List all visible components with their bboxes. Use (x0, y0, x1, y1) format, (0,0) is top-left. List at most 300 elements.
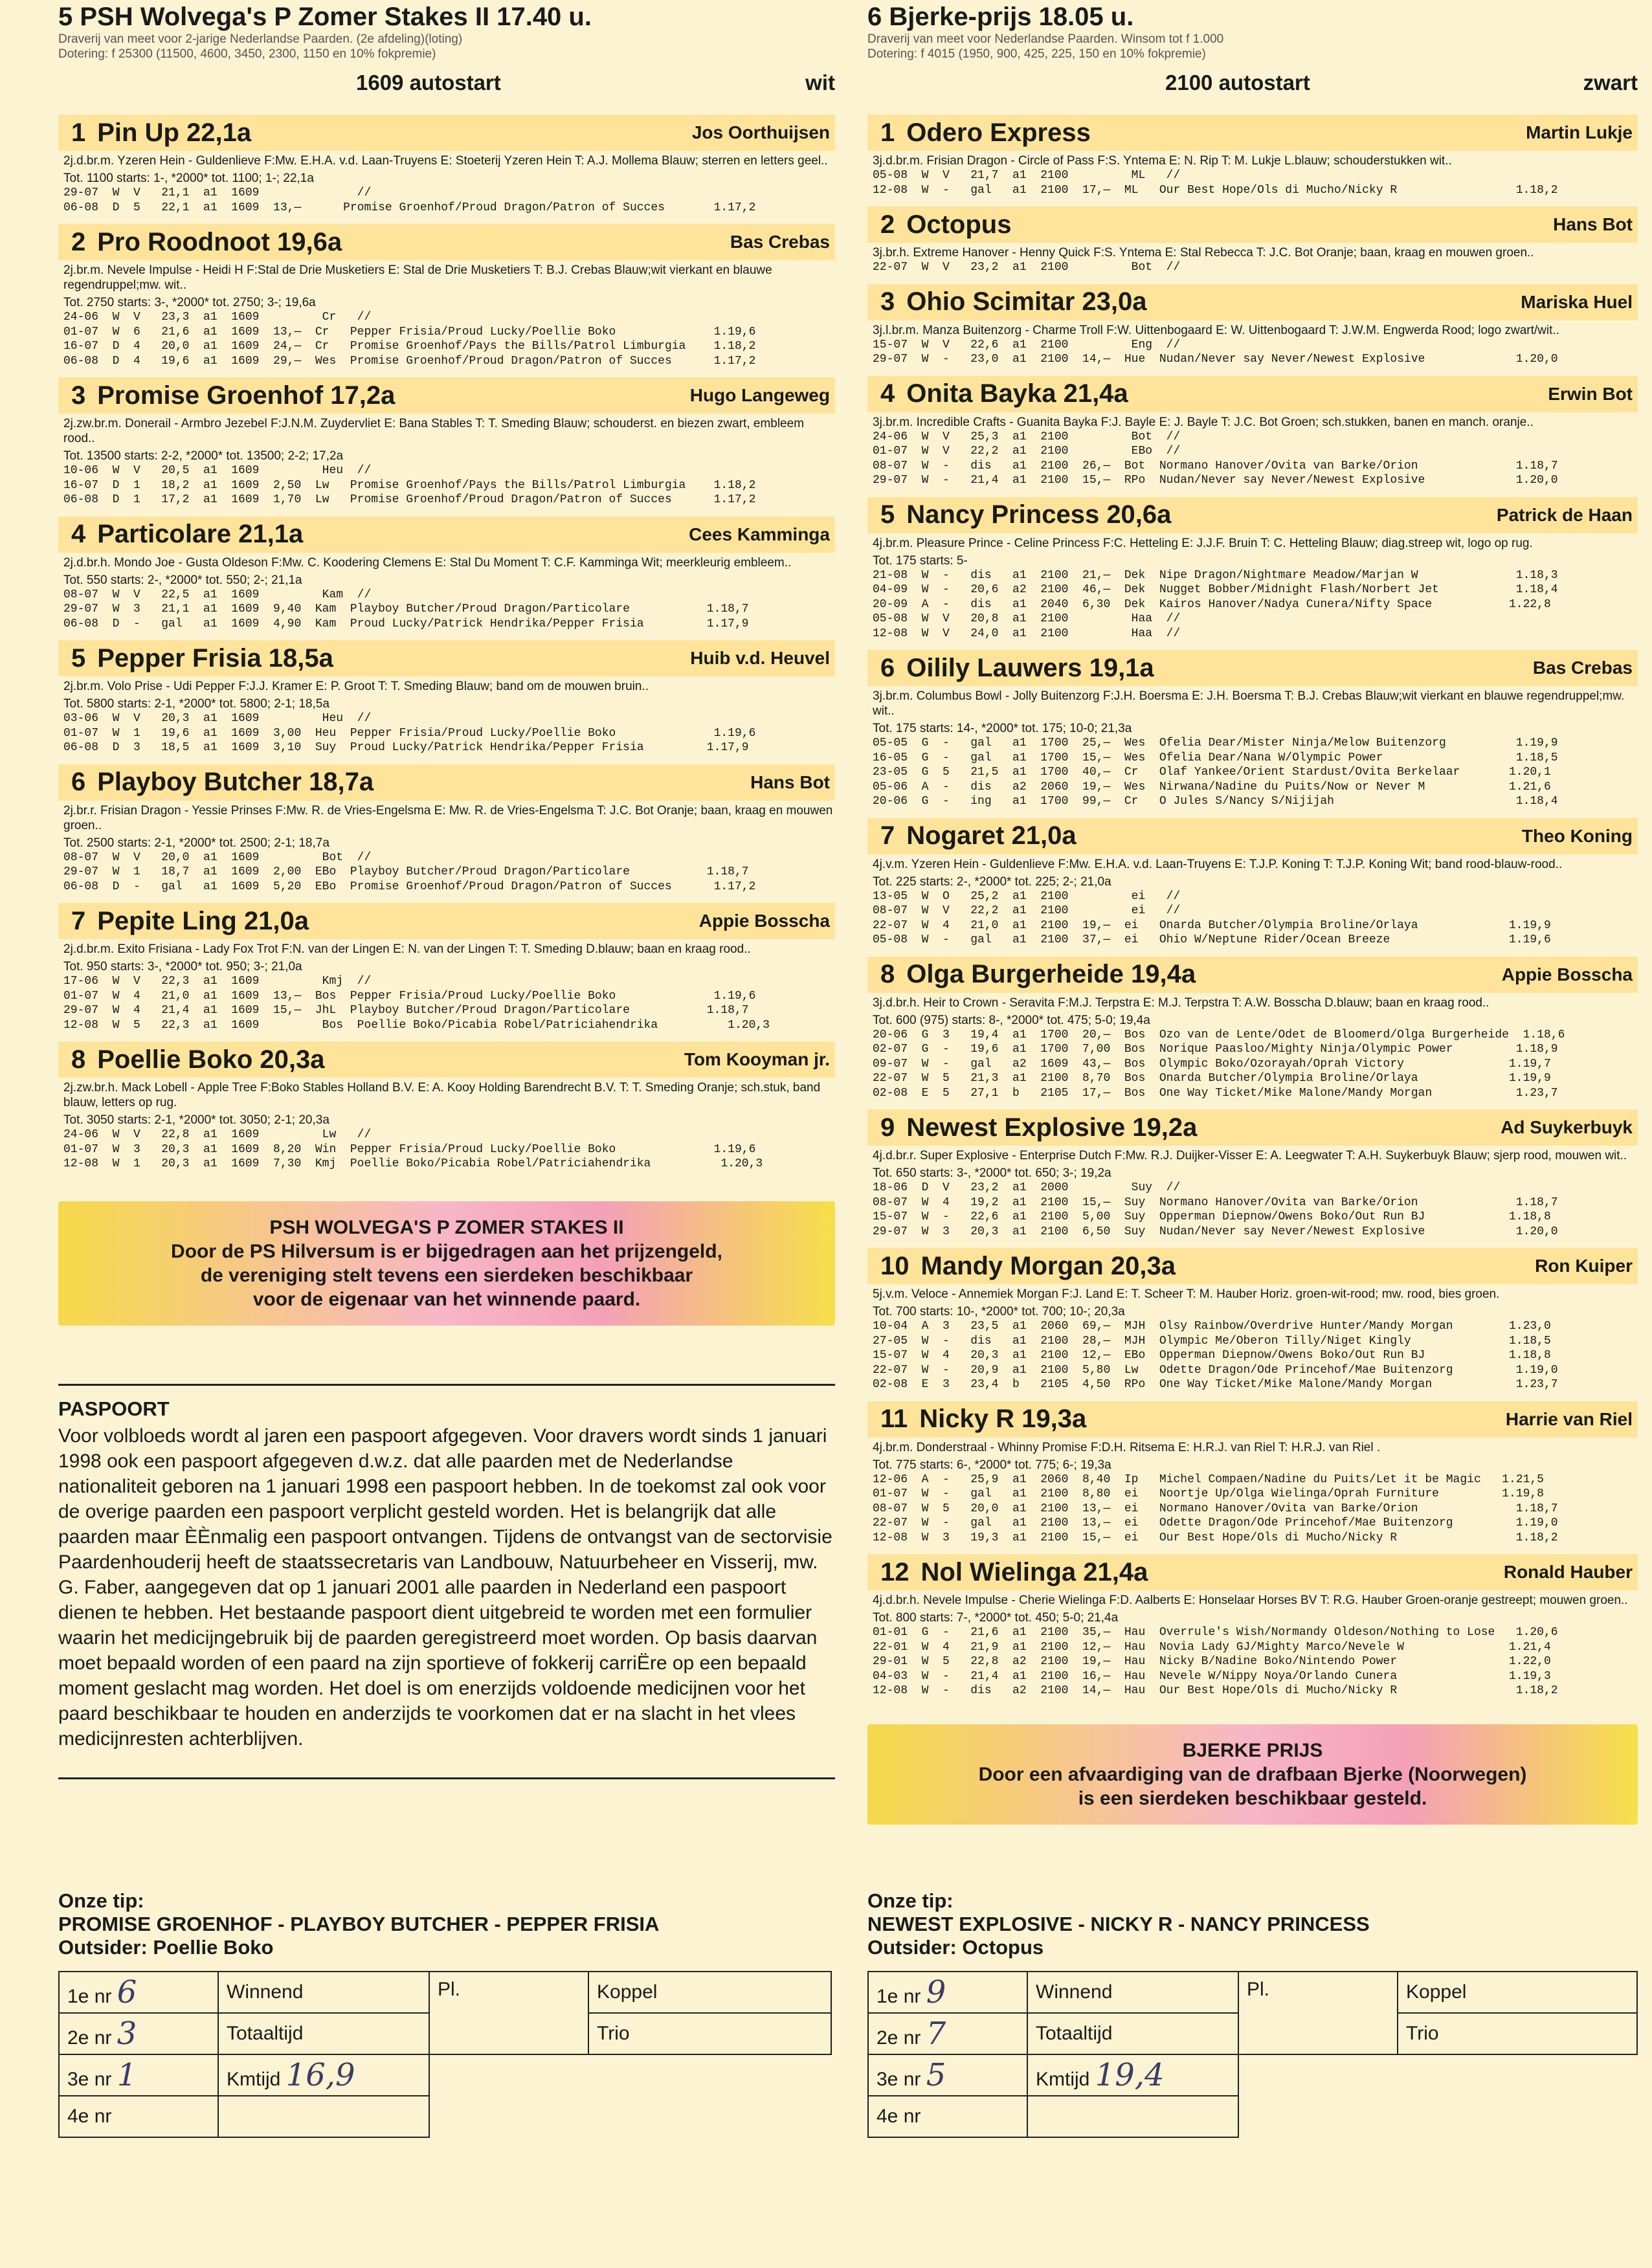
tip-label: Onze tip: (58, 1889, 144, 1912)
score-table (867, 1971, 1638, 2138)
horse-entry (867, 497, 1638, 641)
horse-pedigree: 4j.v.m. Yzeren Hein - Guldenlieve F:Mw. E.H.A. v.d. Laan-Truyens E: T.J.P. Koning T: T.J.P. Koning Wit; band rood-blauw-rood.. (873, 857, 1563, 871)
result-row: 08-07 W 4 19,2 a1 2100 15,— Suy Normano Hanover/Ovita van Barke/Orion 1.18,7 (873, 1195, 1558, 1209)
tip-line: NEWEST EXPLOSIVE - NICKY R - NANCY PRINCESS (867, 1912, 1370, 1935)
horse-results (867, 736, 1638, 809)
horse-name-row (71, 228, 342, 257)
horse-entry (58, 115, 835, 215)
driver-name: Hans Bot (1553, 214, 1633, 234)
horse-name-row (880, 1405, 1086, 1434)
horse-results (867, 1625, 1638, 1698)
result-row: 06-08 D 5 22,1 a1 1609 13,— Promise Groenhof/Proud Dragon/Patron of Succes 1.17,2 (63, 201, 756, 214)
horse-name-row (880, 821, 1077, 850)
horse-entry (58, 640, 835, 755)
result-row: 15-07 W - 22,6 a1 2100 5,00 Suy Opperman Diepnow/Owens Boko/Out Run BJ 1.18,8 (873, 1210, 1551, 1223)
result-row: 01-07 W V 22,2 a1 2100 EBo // (873, 445, 1181, 458)
promo-title: BJERKE PRIJS (1182, 1739, 1323, 1761)
horse-name: Ohio Scimitar 23,0a (906, 287, 1147, 316)
result-row: 06-08 D 1 17,2 a1 1609 1,70 Lw Promise Groenhof/Proud Dragon/Patron of Succes 1.17,2 (63, 493, 756, 506)
driver-name: Appie Bosscha (698, 911, 830, 931)
driver-name: Harrie van Riel (1505, 1408, 1633, 1429)
race-conditions: Draverij van meet voor Nederlandse Paarden. Winsom tot f 1.000 (867, 32, 1224, 46)
tip-block (867, 1889, 1638, 1959)
horse-results (58, 1128, 835, 1172)
horse-name: Odero Express (906, 118, 1091, 147)
horse-name: Promise Groenhof 17,2a (97, 381, 396, 410)
result-row: 09-07 W - gal a2 1609 43,— Bos Olympic Boko/Ozorayah/Oprah Victory 1.19,7 (873, 1057, 1551, 1071)
score-row-2: 2e nr 7 (868, 2013, 1027, 2054)
result-row: 24-06 W V 23,3 a1 1609 Cr // (63, 311, 372, 324)
result-row: 16-05 G - gal a1 1700 15,— Wes Ofelia Dear/Nana W/Olympic Power 1.18,5 (873, 751, 1558, 764)
horse-number: 6 (880, 653, 895, 682)
result-row: 18-06 D V 23,2 a1 2000 Suy // (873, 1181, 1181, 1194)
score-row-4: 4e nr (59, 2096, 218, 2137)
result-row: 12-08 W 5 22,3 a1 1609 Bos Poellie Boko/Picabia Robel/Patriciahendrika 1.20,3 (63, 1018, 770, 1032)
result-row: 01-07 W 4 21,0 a1 1609 13,— Bos Pepper Frisia/Proud Lucky/Poellie Boko 1.19,6 (63, 989, 756, 1003)
handwritten-number: 9 (926, 1973, 946, 2010)
horse-pedigree: 2j.br.r. Frisian Dragon - Yessie Prinses F:Mw. R. de Vries-Engelsma E: Mw. R. de Vries-Engelsma T: J.C. Bot Oranje; baan, kraag en mouwen groen.. (63, 803, 833, 832)
score-label: Trio (588, 2013, 831, 2054)
horse-results (58, 310, 835, 368)
race-color: zwart (1583, 71, 1638, 94)
horse-name-row (71, 381, 395, 410)
horse-number: 11 (880, 1405, 908, 1433)
race-conditions: Draverij van meet voor 2-jarige Nederlandse Paarden. (2e afdeling)(loting) (58, 32, 463, 46)
horse-pedigree: 3j.br.m. Columbus Bowl - Jolly Buitenzorg F:J.H. Boersma E: J.H. Boersma T: B.J. Crebas Blauw;wit vierkant en blauwe regendruppel;mw. wit.. (873, 689, 1625, 718)
horse-pedigree: 2j.d.br.m. Yzeren Hein - Guldenlieve F:Mw. E.H.A. v.d. Laan-Truyens E: Stoeterij Yzeren Hein T: A.J. Mollema Blauw; sterren en letters geel.. (63, 154, 828, 168)
result-row: 12-08 W - dis a2 2100 14,— Hau Our Best Hope/Ols di Mucho/Nicky R 1.18,2 (873, 1684, 1558, 1697)
handwritten-number: 3 (117, 2015, 137, 2052)
score-label: Winnend (1027, 1972, 1238, 2013)
horse-pedigree: 5j.v.m. Veloce - Annemiek Morgan F:J. Land E: T. Scheer T: M. Hauber Horiz. groen-wit-rood; mw. rood, bies groen. (873, 1287, 1500, 1301)
result-row: 12-08 W V 24,0 a1 2100 Haa // (873, 627, 1181, 640)
horse-name-row (880, 287, 1147, 317)
horse-totals: Tot. 175 starts: 5- (873, 553, 968, 568)
horse-totals: Tot. 225 starts: 2-, *2000* tot. 225; 2-; 21,0a (873, 874, 1111, 889)
horse-totals: Tot. 2750 starts: 3-, *2000* tot. 2750; 3-; 19,6a (63, 296, 316, 309)
result-row: 12-08 W - gal a1 2100 17,— ML Our Best Hope/Ols di Mucho/Nicky R 1.18,2 (873, 183, 1558, 197)
horse-header (867, 206, 1638, 243)
horse-name: Mandy Morgan 20,3a (921, 1251, 1176, 1280)
horse-name-row (71, 768, 374, 797)
result-row: 02-08 E 3 23,4 b 2105 4,50 RPo One Way Ticket/Mike Malone/Mandy Morgan 1.23,7 (873, 1378, 1558, 1391)
result-row: 05-05 G - gal a1 1700 25,— Wes Ofelia Dear/Mister Ninja/Melow Buitenzorg 1.19,9 (873, 737, 1558, 750)
promo-line: is een sierdeken beschikbaar gesteld. (1078, 1787, 1427, 1809)
horse-results (58, 850, 835, 895)
horse-header (867, 1401, 1638, 1438)
horse-name-row (880, 960, 1196, 989)
result-row: 05-08 W V 20,8 a1 2100 Haa // (873, 612, 1181, 625)
horse-header (867, 1554, 1638, 1590)
result-row: 13-05 W O 25,2 a1 2100 ei // (873, 889, 1181, 903)
horse-header (58, 1041, 835, 1078)
result-row: 08-07 W V 22,2 a1 2100 ei // (873, 904, 1181, 917)
driver-name: Appie Bosscha (1501, 964, 1633, 984)
score-label: Totaaltijd (1027, 2013, 1238, 2054)
horse-header (867, 1248, 1638, 1284)
horse-number: 1 (880, 118, 895, 147)
horse-totals: Tot. 700 starts: 10-, *2000* tot. 700; 10-; 20,3a (873, 1305, 1125, 1318)
handwritten-number: 6 (117, 1973, 137, 2010)
horse-name: Nicky R 19,3a (919, 1405, 1087, 1433)
driver-name: Patrick de Haan (1496, 504, 1633, 525)
result-row: 12-06 A - 25,9 a1 2060 8,40 Ip Michel Compaen/Nadine du Puits/Let it be Magic 1.21,5 (873, 1473, 1544, 1486)
horse-name: Nol Wielinga 21,4a (921, 1557, 1148, 1586)
horse-header (58, 903, 835, 939)
horse-name-row (880, 210, 1011, 239)
horse-entry (867, 115, 1638, 197)
horse-results (867, 168, 1638, 197)
driver-name: Hugo Langeweg (689, 385, 830, 405)
result-row: 16-07 D 1 18,2 a1 1609 2,50 Lw Promise Groenhof/Pays the Bills/Patrol Limburgia 1.18,2 (63, 478, 756, 492)
result-row: 15-07 W V 22,6 a1 2100 Eng // (873, 338, 1181, 351)
result-row: 20-06 G - ing a1 1700 99,— Cr O Jules S/Nancy S/Nijijah 1.18,4 (873, 795, 1558, 808)
handwritten-number: 1 (117, 2056, 137, 2093)
result-row: 10-04 A 3 23,5 a1 2060 69,— MJH Olsy Rainbow/Overdrive Hunter/Mandy Morgan 1.23,0 (873, 1320, 1551, 1333)
horse-totals: Tot. 1100 starts: 1-, *2000* tot. 1100; 1-; 22,1a (63, 172, 314, 185)
race-distance-row (58, 71, 835, 95)
horse-number: 2 (880, 210, 895, 239)
result-row: 01-07 W 3 20,3 a1 1609 8,20 Win Pepper Frisia/Proud Lucky/Poellie Boko 1.19,6 (63, 1142, 756, 1156)
result-row: 12-08 W 3 19,3 a1 2100 15,— ei Our Best Hope/Ols di Mucho/Nicky R 1.18,2 (873, 1531, 1558, 1544)
result-row: 01-01 G - 21,6 a1 2100 35,— Hau Overrule's Wish/Normandy Oldeson/Nothing to Lose 1.20,6 (873, 1626, 1558, 1639)
tip-line: PROMISE GROENHOF - PLAYBOY BUTCHER - PEPPER FRISIA (58, 1912, 660, 1935)
horse-name-row (880, 118, 1091, 148)
divider (58, 1384, 835, 1386)
result-row: 24-06 W V 22,8 a1 1609 Lw // (63, 1128, 372, 1141)
result-row: 10-06 W V 20,5 a1 1609 Heu // (63, 464, 372, 477)
score-kmtijd: Kmtijd 19,4 (1027, 2054, 1238, 2096)
horse-name: Newest Explosive 19,2a (906, 1113, 1198, 1142)
race-distance-row (867, 71, 1638, 95)
horse-number: 8 (71, 1045, 86, 1074)
horse-entry (867, 1401, 1638, 1546)
horse-header (867, 497, 1638, 533)
horse-number: 5 (880, 500, 895, 529)
horse-pedigree: 4j.br.m. Pleasure Prince - Celine Princess F:C. Hetteling E: J.J.F. Bruin T: C. Hetteling Blauw; diag.streep wit, logo op rug. (873, 536, 1533, 550)
horse-results (58, 711, 835, 755)
horse-entry (58, 1041, 835, 1172)
result-row: 03-06 W V 20,3 a1 1609 Heu // (63, 712, 372, 725)
horse-name-row (880, 1252, 1176, 1281)
horse-entry (867, 818, 1638, 948)
horse-name: Nancy Princess 20,6a (906, 500, 1172, 529)
driver-name: Theo Koning (1521, 825, 1633, 846)
horse-name-row (71, 118, 251, 148)
horse-name: Playboy Butcher 18,7a (97, 768, 374, 796)
horse-results (58, 974, 835, 1032)
race-title: 6 Bjerke-prijs 18.05 u. (867, 3, 1134, 31)
promo-box (58, 1201, 835, 1326)
horse-totals: Tot. 650 starts: 3-, *2000* tot. 650; 3-; 19,2a (873, 1166, 1111, 1180)
handwritten-time: 16,9 (285, 2056, 355, 2093)
handwritten-number: 5 (926, 2056, 946, 2093)
result-row: 04-03 W - 21,4 a1 2100 16,— Hau Nevele W/Nippy Noya/Orlando Cunera 1.19,3 (873, 1669, 1551, 1683)
horse-name-row (880, 379, 1128, 408)
horse-results (867, 1181, 1638, 1239)
result-row: 22-07 W 5 21,3 a1 2100 8,70 Bos Onarda Butcher/Olympia Broline/Orlaya 1.19,9 (873, 1072, 1551, 1085)
horse-entry (867, 1554, 1638, 1698)
result-row: 22-07 W - gal a1 2100 13,— ei Odette Dragon/Ode Princehof/Mae Buitenzorg 1.19,0 (873, 1517, 1558, 1529)
horse-totals: Tot. 950 starts: 3-, *2000* tot. 950; 3-; 21,0a (63, 960, 302, 973)
result-row: 22-07 W V 23,2 a1 2100 Bot // (873, 261, 1181, 274)
horse-pedigree: 3j.br.m. Incredible Crafts - Guanita Bayka F:J. Bayle E: J. Bayle T: J.C. Bot Groen; sch.stukken, banen en manch. oranje.. (873, 415, 1534, 429)
horse-results (867, 338, 1638, 367)
horse-entry (867, 206, 1638, 275)
score-label: Pl. (1238, 1972, 1398, 2054)
horse-totals: Tot. 800 starts: 7-, *2000* tot. 450; 5-0; 21,4a (873, 1611, 1119, 1625)
horse-pedigree: 2j.br.m. Volo Prise - Udi Pepper F:J.J. Kramer E: P. Groot T: T. Smeding Blauw; band om de mouwen bruin.. (63, 680, 649, 693)
result-row: 08-07 W 5 20,0 a1 2100 13,— ei Normano Hanover/Ovita van Barke/Orion 1.18,7 (873, 1502, 1558, 1515)
result-row: 05-08 W V 21,7 a1 2100 ML // (873, 169, 1181, 182)
race-color: wit (805, 71, 835, 94)
driver-name: Cees Kamminga (689, 524, 830, 544)
result-row: 08-07 W - dis a1 2100 26,— Bot Normano Hanover/Ovita van Barke/Orion 1.18,7 (873, 459, 1558, 472)
promo-line: Door de PS Hilversum is er bijgedragen aan het prijzengeld, (171, 1240, 722, 1262)
outsider: Outsider: Poellie Boko (58, 1935, 274, 1959)
horse-number: 5 (71, 643, 86, 673)
tip-label: Onze tip: (867, 1889, 954, 1912)
horse-header (58, 764, 835, 801)
horse-number: 6 (71, 768, 86, 796)
divider (58, 1777, 835, 1779)
horse-results (58, 463, 835, 507)
score-row-3: 3e nr 5 (868, 2054, 1027, 2096)
horse-totals: Tot. 550 starts: 2-, *2000* tot. 550; 2-; 21,1a (63, 573, 302, 587)
promo-line: de vereniging stelt tevens een sierdeken beschikbaar (200, 1264, 693, 1286)
driver-name: Martin Lukje (1526, 122, 1633, 142)
horse-entry (58, 377, 835, 507)
result-row: 29-01 W 5 22,8 a2 2100 19,— Hau Nicky B/Nadine Boko/Nintendo Power 1.22,0 (873, 1655, 1551, 1668)
horse-pedigree: 3j.l.br.m. Manza Buitenzorg - Charme Troll F:W. Uittenbogaard E: W. Uittenbogaard T: J.W.M. Engwerda Rood; logo zwart/wit.. (873, 323, 1559, 337)
driver-name: Tom Kooyman jr. (684, 1049, 830, 1069)
score-label: Trio (1398, 2013, 1637, 2054)
outsider: Outsider: Octopus (867, 1935, 1044, 1959)
score-label: Koppel (588, 1972, 831, 2013)
horse-number: 7 (71, 906, 86, 935)
horse-pedigree: 2j.zw.br.h. Mack Lobell - Apple Tree F:Boko Stables Holland B.V. E: A. Kooy Holding Barendrecht B.V. T: T. Smeding Oranje; sch.stuk, band blauw, letters op rug. (63, 1081, 821, 1109)
race-5-column (58, 0, 835, 2138)
horse-pedigree: 4j.d.br.h. Nevele Impulse - Cherie Wielinga F:D. Aalberts E: Honselaar Horses BV T: R.G. Hauber Groen-oranje gestreept; mouwen groen.. (873, 1594, 1628, 1607)
horse-header (58, 224, 835, 260)
result-row: 21-08 W - dis a1 2100 21,— Dek Nipe Dragon/Nightmare Meadow/Marjan W 1.18,3 (873, 568, 1558, 582)
horse-name-row (880, 654, 1154, 683)
horse-number: 4 (71, 520, 86, 548)
horse-name: Poellie Boko 20,3a (97, 1045, 325, 1074)
horse-list (867, 115, 1638, 1698)
result-row: 01-07 W - gal a1 2100 8,80 ei Noortje Up/Olga Wielinga/Oprah Furniture 1.19,8 (873, 1487, 1544, 1500)
horse-number: 3 (71, 381, 86, 410)
result-row: 02-08 E 5 27,1 b 2105 17,— Bos One Way Ticket/Mike Malone/Mandy Morgan 1.23,7 (873, 1086, 1558, 1100)
driver-name: Hans Bot (750, 772, 830, 792)
result-row: 29-07 W - 23,0 a1 2100 14,— Hue Nudan/Never say Never/Newest Explosive 1.20,0 (873, 353, 1558, 366)
driver-name: Huib v.d. Heuvel (690, 648, 830, 668)
horse-results (867, 568, 1638, 641)
horse-name: Pin Up 22,1a (97, 118, 252, 147)
horse-results (867, 430, 1638, 488)
result-row: 06-08 D 3 18,5 a1 1609 3,10 Suy Proud Lucky/Patrick Hendrika/Pepper Frisia 1.17,9 (63, 741, 749, 754)
result-row: 01-07 W 6 21,6 a1 1609 13,— Cr Pepper Frisia/Proud Lucky/Poellie Boko 1.19,6 (63, 325, 756, 339)
horse-number: 2 (71, 227, 86, 256)
horse-number: 4 (880, 379, 895, 408)
driver-name: Ron Kuiper (1535, 1256, 1633, 1276)
horse-name: Oilily Lauwers 19,1a (906, 653, 1154, 682)
result-row: 06-08 D - gal a1 1609 5,20 EBo Promise Groenhof/Proud Dragon/Patron of Succes 1.17,2 (63, 880, 756, 893)
horse-name: Olga Burgerheide 19,4a (906, 960, 1196, 988)
promo-box (867, 1724, 1638, 1825)
horse-results (867, 1473, 1638, 1546)
result-row: 08-07 W V 20,0 a1 1609 Bot // (63, 850, 372, 864)
horse-entry (58, 517, 835, 632)
horse-name: Nogaret 21,0a (906, 821, 1077, 850)
horse-name-row (71, 520, 303, 549)
horse-name: Pro Roodnoot 19,6a (97, 227, 342, 256)
horse-number: 1 (71, 118, 86, 147)
result-row: 02-07 G - 19,6 a1 1700 7,00 Bos Norique Paasloo/Mighty Ninja/Olympic Power 1.18,9 (873, 1043, 1558, 1056)
horse-number: 12 (880, 1557, 910, 1586)
driver-name: Erwin Bot (1548, 383, 1633, 404)
horse-pedigree: 2j.zw.br.m. Donerail - Armbro Jezebel F:J.N.M. Zuydervliet E: Bana Stables T: T. Smeding Blauw; schouderst. en biezen zwart, embleem rood.. (63, 417, 805, 445)
score-row-3: 3e nr 1 (59, 2054, 218, 2096)
score-kmtijd: Kmtijd 16,9 (218, 2054, 429, 2096)
result-row: 04-09 W - 20,6 a2 2100 46,— Dek Nugget Bobber/Midnight Flash/Norbert Jet 1.18,4 (873, 583, 1558, 596)
horse-header (867, 115, 1638, 151)
horse-results (867, 1028, 1638, 1101)
driver-name: Bas Crebas (730, 232, 830, 252)
paspoort-title: PASPOORT (58, 1397, 170, 1420)
race-prize: Dotering: f 25300 (11500, 4600, 3450, 2300, 1150 en 10% fokpremie) (58, 47, 436, 61)
driver-name: Bas Crebas (1532, 658, 1633, 678)
driver-name: Mariska Huel (1521, 291, 1633, 312)
horse-number: 8 (880, 960, 895, 988)
paspoort-text: Voor volbloeds wordt al jaren een paspoort afgegeven. Voor dravers wordt sinds 1 januari 1998 ook een paspoort afgegeven d.w.z. dat alle paarden met de Nederlandse nationaliteit geboren na 1 januari 1998 een paspoort hebben. In de toekomst zal ook voor de overige paarden een paspoort verplicht gesteld worden. Het is belangrijk dat alle paarden maar ÈÈnmalig een paspoort ontvangen. Tijdens de ontvangst van de sectorvisie Paardenhouderij heeft de staatssecretaris van Landbouw, Natuurbeheer en Visserij, mw. G. Faber, aangegeven dat op 1 januari 2001 alle paarden in Nederland een paspoort dienen te hebben. Het bestaande paspoort dient uitgebreid te worden met een formulier waarin het medicijngebruik bij de paarden geregistreerd moet worden. Op basis daarvan moet bepaald worden of een paard na zijn sportieve of fokkerij carriËre op een bepaald moment geslacht mag worden. Het doel is om enerzijds voldoende medicijnen voor het paard beschikbaar te houden en anderzijds te voorkomen dat er na slacht in het vlees medicijnresten achterblijven. (58, 1425, 832, 1750)
horse-header (867, 957, 1638, 993)
horse-name: Pepite Ling 21,0a (97, 906, 309, 935)
horse-entry (867, 650, 1638, 809)
result-row: 29-07 W - 21,4 a1 2100 15,— RPo Nudan/Never say Never/Newest Explosive 1.20,0 (873, 474, 1558, 487)
horse-number: 7 (880, 821, 895, 850)
horse-header (867, 284, 1638, 320)
horse-totals: Tot. 600 (975) starts: 8-, *2000* tot. 475; 5-0; 19,4a (873, 1013, 1150, 1027)
result-row: 29-07 W 4 21,4 a1 1609 15,— JhL Playboy Butcher/Proud Dragon/Particolare 1.18,7 (63, 1004, 749, 1017)
result-row: 06-08 D 4 19,6 a1 1609 29,— Wes Promise Groenhof/Proud Dragon/Patron of Succes 1.17,2 (63, 354, 756, 368)
race-distance: 1609 autostart (356, 71, 501, 94)
horse-header (58, 517, 835, 553)
race-prize: Dotering: f 4015 (1950, 900, 425, 225, 150 en 10% fokpremie) (867, 47, 1206, 61)
horse-pedigree: 3j.d.br.h. Heir to Crown - Seravita F:M.J. Terpstra E: M.J. Terpstra T: A.W. Bosscha D.blauw; baan en kraag rood.. (873, 995, 1490, 1010)
result-row: 29-07 W 1 18,7 a1 1609 2,00 EBo Playboy Butcher/Proud Dragon/Particolare 1.18,7 (63, 865, 749, 878)
horse-entry (58, 903, 835, 1032)
horse-entry (58, 764, 835, 895)
horse-header (58, 377, 835, 414)
horse-totals: Tot. 175 starts: 14-, *2000* tot. 175; 10-0; 21,3a (873, 722, 1132, 735)
horse-header (867, 376, 1638, 412)
promo-line: Door een afvaardiging van de drafbaan Bjerke (Noorwegen) (978, 1763, 1527, 1785)
horse-header (867, 818, 1638, 854)
horse-number: 3 (880, 287, 895, 316)
horse-entry (867, 284, 1638, 367)
score-label: Koppel (1398, 1972, 1637, 2013)
result-row: 29-07 W 3 20,3 a1 2100 6,50 Suy Nudan/Never say Never/Newest Explosive 1.20,0 (873, 1225, 1558, 1238)
horse-pedigree: 2j.d.br.h. Mondo Joe - Gusta Oldeson F:Mw. C. Koodering Clemens E: Stal Du Moment T: C.F. Kamminga Wit; meerkleurig embleem.. (63, 555, 792, 570)
race-6-column (867, 0, 1638, 2138)
handwritten-number: 7 (926, 2015, 946, 2052)
horse-pedigree: 2j.d.br.m. Exito Frisiana - Lady Fox Trot F:N. van der Lingen E: N. van der Lingen T: T. Smeding D.blauw; baan en kraag rood.. (63, 942, 751, 956)
horse-results (58, 588, 835, 632)
horse-totals: Tot. 775 starts: 6-, *2000* tot. 775; 6-; 19,3a (873, 1458, 1111, 1472)
result-row: 16-07 D 4 20,0 a1 1609 24,— Cr Promise Groenhof/Pays the Bills/Patrol Limburgia 1.18,2 (63, 340, 756, 353)
horse-results (867, 889, 1638, 948)
promo-title: PSH WOLVEGA'S P ZOMER STAKES II (269, 1216, 624, 1238)
horse-name-row (880, 1558, 1148, 1587)
horse-totals: Tot. 5800 starts: 2-1, *2000* tot. 5800; 2-1; 18,5a (63, 697, 329, 711)
horse-name-row (71, 644, 333, 673)
result-row: 27-05 W - dis a1 2100 28,— MJH Olympic Me/Oberon Tilly/Niget Kingly 1.18,5 (873, 1334, 1551, 1348)
handwritten-time: 19,4 (1095, 2056, 1165, 2093)
horse-name-row (71, 907, 309, 936)
horse-name-row (880, 500, 1171, 529)
result-row: 01-07 W 1 19,6 a1 1609 3,00 Heu Pepper Frisia/Proud Lucky/Poellie Boko 1.19,6 (63, 726, 756, 740)
result-row: 12-08 W 1 20,3 a1 1609 7,30 Kmj Poellie Boko/Picabia Robel/Patriciahendrika 1.20,3 (63, 1157, 763, 1170)
race-distance: 2100 autostart (1165, 71, 1310, 94)
driver-name: Jos Oorthuijsen (691, 122, 830, 142)
driver-name: Ad Suykerbuyk (1501, 1117, 1633, 1137)
horse-entry (867, 1248, 1638, 1392)
result-row: 05-06 A - dis a2 2060 19,— Wes Nirwana/Nadine du Puits/Now or Never M 1.21,6 (873, 780, 1551, 794)
horse-pedigree: 4j.d.br.r. Super Explosive - Enterprise Dutch F:Mw. R.J. Duijker-Visser E: A. Leegwater T: A.H. Suykerbuyk Blauw; sjerp rood, mouwen wit.. (873, 1149, 1627, 1162)
score-label: Pl. (429, 1972, 588, 2054)
horse-totals: Tot. 2500 starts: 2-1, *2000* tot. 2500; 2-1; 18,7a (63, 836, 329, 850)
horse-header (58, 115, 835, 151)
horse-pedigree: 2j.br.m. Nevele Impulse - Heidi H F:Stal de Drie Musketiers E: Stal de Drie Musketiers T: B.J. Crebas Blauw;wit vierkant en blauwe regendruppel;mw. wit.. (63, 263, 772, 292)
horse-name-row (880, 1113, 1197, 1142)
score-row-1: 1e nr 6 (59, 1972, 218, 2013)
horse-entry (867, 957, 1638, 1101)
result-row: 22-07 W - 20,9 a1 2100 5,80 Lw Odette Dragon/Ode Princehof/Mae Buitenzorg 1.19,0 (873, 1363, 1558, 1377)
horse-name-row (71, 1045, 325, 1074)
result-row: 29-07 W V 21,1 a1 1609 // (63, 186, 372, 199)
score-row-1: 1e nr 9 (868, 1972, 1027, 2013)
horse-entry (867, 376, 1638, 488)
horse-name: Onita Bayka 21,4a (906, 379, 1128, 408)
horse-name: Octopus (906, 210, 1012, 239)
result-row: 08-07 W V 22,5 a1 1609 Kam // (63, 588, 372, 601)
horse-totals: Tot. 13500 starts: 2-2, *2000* tot. 13500; 2-2; 17,2a (63, 449, 344, 463)
horse-results (867, 260, 1638, 275)
result-row: 29-07 W 3 21,1 a1 1609 9,40 Kam Playboy Butcher/Proud Dragon/Particolare 1.18,7 (63, 603, 749, 616)
result-row: 17-06 W V 22,3 a1 1609 Kmj // (63, 975, 372, 988)
score-label: Totaaltijd (218, 2013, 429, 2054)
horse-pedigree: 3j.br.h. Extreme Hanover - Henny Quick F:S. Yntema E: Stal Rebecca T: J.C. Bot Oranje; baan, kraag en mouwen groen.. (873, 246, 1534, 260)
horse-totals: Tot. 3050 starts: 2-1, *2000* tot. 3050; 2-1; 20,3a (63, 1113, 329, 1127)
score-row-4: 4e nr (868, 2096, 1027, 2137)
horse-header (867, 1109, 1638, 1146)
score-table (58, 1971, 832, 2138)
result-row: 05-08 W - gal a1 2100 37,— ei Ohio W/Neptune Rider/Ocean Breeze 1.19,6 (873, 933, 1551, 946)
result-row: 20-09 A - dis a1 2040 6,30 Dek Kairos Hanover/Nadya Cunera/Nifty Space 1.22,8 (873, 597, 1551, 611)
score-row-2: 2e nr 3 (59, 2013, 218, 2054)
result-row: 20-06 G 3 19,4 a1 1700 20,— Bos Ozo van de Lente/Odet de Bloomerd/Olga Burgerheide 1.18,6 (873, 1028, 1565, 1041)
horse-number: 9 (880, 1113, 895, 1142)
horse-header (58, 640, 835, 676)
horse-pedigree: 4j.br.m. Donderstraal - Whinny Promise F:D.H. Ritsema E: H.R.J. van Riel T: H.R.J. van Riel . (873, 1440, 1381, 1454)
race-title: 5 PSH Wolvega's P Zomer Stakes II 17.40 u. (58, 3, 592, 31)
horse-entry (58, 224, 835, 368)
result-row: 23-05 G 5 21,5 a1 1700 40,— Cr Olaf Yankee/Orient Stardust/Ovita Berkelaar 1.20,1 (873, 766, 1551, 779)
horse-list (58, 115, 835, 1172)
horse-results (58, 186, 835, 215)
tip-block (58, 1889, 835, 1959)
